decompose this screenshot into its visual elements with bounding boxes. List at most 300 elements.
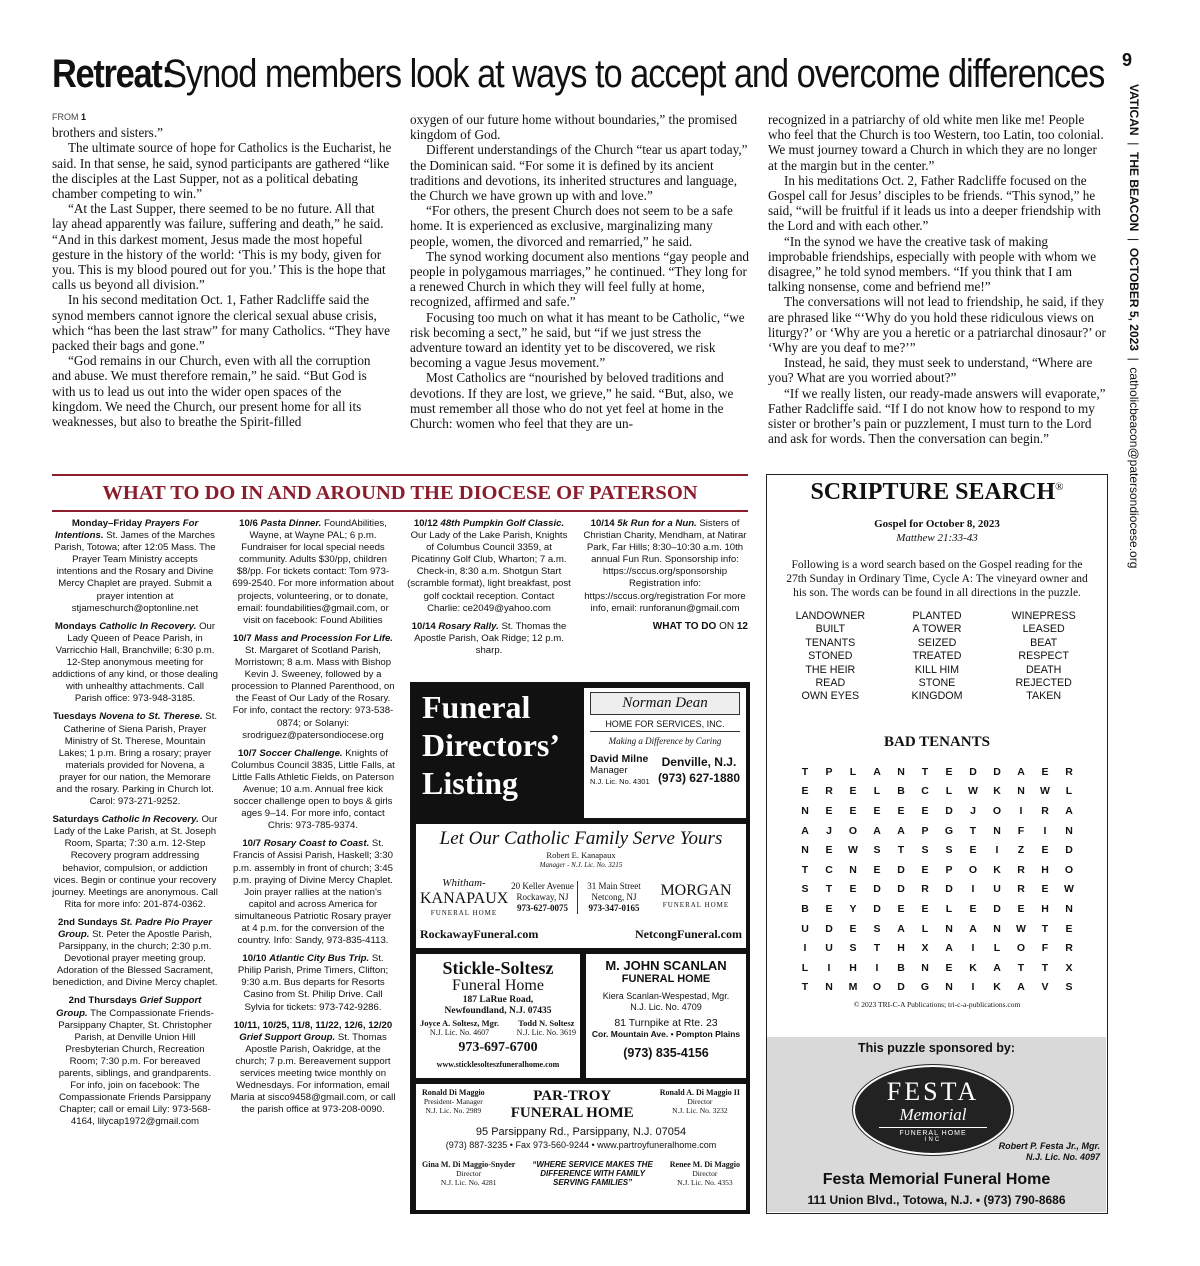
event-when: Monday–Friday [71, 518, 143, 529]
sponsor-label: This puzzle sponsored by: [858, 1041, 1015, 1055]
grid-letter: E [921, 863, 929, 876]
events-column-4-list [582, 518, 748, 615]
town: Denville, N.J. [661, 755, 737, 769]
address: 187 LaRue Road, [462, 995, 534, 1005]
grid-letter: J [970, 805, 976, 818]
grid-letter: R [921, 883, 929, 896]
event-when: Mondays [54, 620, 97, 632]
puzzle-title: BAD TENANTS [883, 733, 990, 750]
grid-letter: E [1041, 844, 1049, 857]
grid-letter: M [848, 981, 858, 994]
grid-letter: W [848, 844, 858, 857]
copyright: © 2023 TRI-C-A Publications; tri-c-a-publications.com [853, 999, 1021, 1009]
grid-letter: E [1041, 883, 1049, 896]
logo-line: Memorial [899, 1105, 967, 1124]
director: Ronald Di Maggio [422, 1088, 485, 1097]
grid-letter: W [1016, 922, 1026, 935]
event-title: Rosary Coast to Coast. [263, 838, 370, 850]
kanapaux-header: Let Our Catholic Family Serve Yours [439, 828, 723, 849]
grid-letter: S [921, 844, 929, 857]
events-column-2 [230, 518, 396, 1122]
gospel-date: Gospel for October 8, 2023 [874, 518, 1000, 530]
par-troy-ad [416, 1084, 746, 1210]
grid-letter: O [1064, 863, 1074, 876]
grid-letter: E [849, 805, 857, 818]
city: Rockaway, NJ [516, 892, 569, 902]
phone: (973) 835-4156 [623, 1046, 709, 1060]
event-when: Saturdays [52, 814, 99, 826]
grid-letter: H [897, 942, 905, 955]
grid-letter: S [873, 922, 881, 935]
event-item [52, 621, 218, 706]
event-body: Our Lady Queen of Peace Parish, in Varricchio Hall, Branchville; 6:30 p.m. 12-Step anonymous meeting for addictions of any kind, or those dealing with unhealthy attachments. Call Parish office: 973-948-3185. [52, 620, 218, 705]
grid-letter: D [993, 765, 1001, 778]
grid-letter: T [1041, 961, 1049, 974]
grid-letter: D [993, 903, 1001, 915]
story-column-2 [410, 112, 750, 431]
grid-letter: E [921, 805, 929, 818]
word-list-item: REJECTED [1015, 677, 1072, 690]
grid-letter: T [1041, 922, 1049, 935]
jump-from-page: 1 [81, 112, 87, 122]
grid-letter: N [993, 824, 1001, 837]
director: Renee M. Di Maggio [669, 1160, 740, 1169]
grid-letter: S [873, 844, 881, 857]
grid-letter: F [1041, 942, 1049, 955]
story-column-3 [768, 112, 1108, 446]
word-list-item: PLANTED [912, 610, 962, 622]
grid-letter: S [945, 844, 953, 857]
grid-letter: T [801, 765, 809, 778]
grid-letter: A [873, 765, 881, 778]
grid-letter: W [1040, 785, 1050, 798]
grid-letter: E [1041, 765, 1049, 778]
event-title: Pasta Dinner. [260, 518, 322, 529]
netcong-location [578, 881, 650, 914]
par-troy-top [422, 1088, 740, 1122]
grid-letter: D [897, 863, 905, 876]
grid-letter: T [897, 844, 905, 857]
grid-letter: N [801, 805, 809, 818]
word-list-item: TENANTS [805, 636, 856, 649]
norman-dean-tagline: Making a Difference by Caring [608, 736, 722, 746]
word-list-item: SEIZED [917, 636, 957, 649]
word-list-item: STONE [918, 677, 956, 690]
grid-letter: I [971, 942, 975, 955]
event-when: 10/7 [242, 838, 262, 850]
paragraph: The synod working document also mentions “gay people and people in polygamous marriages,” he continued. “They long for a renewed Church in which they will feel fully at home, recognized, affirmed and safe.” [410, 248, 750, 310]
paragraph: “God remains in our Church, even with all the corruption and abuse. We must therefore remain,” he said. “But God is with us to lead us out into the wider open spaces of the kingdom. We need the Church, our present home for all its weaknesses, but also to breathe the Spirit-filled [52, 353, 371, 430]
grid-letter: K [993, 863, 1001, 876]
event-body: St. James of the Marches Parish, Totowa; after 12:05 Mass. The Prayer Team Ministry accepts intentions and the Rosary and Divine Mercy Chaplet are prayed. Submit a prayer intention at stjameschurch@optonline.net [54, 530, 216, 614]
event-body: St. Thomas Apostle Parish, Oakridge, at the church; 7 p.m. Bereavement support services meeting twice monthly on Wednesdays. For information, email Maria at sisco9458@gmail.com, or call the parish office at 973-208-0090. [230, 1031, 396, 1116]
puzzle-intro: Following is a word search based on the Gospel reading for the 27th Sunday in Ordinary Time, Cycle A: The vineyard owner and his son. The words can be found in all directions in the puzzle. [786, 559, 1088, 599]
story-column-1 [52, 110, 392, 429]
event-item [230, 633, 396, 742]
kanapaux-websites [420, 927, 742, 942]
word-list-item: STONED [808, 650, 853, 663]
word-list-item: RESPECT [1018, 650, 1069, 663]
grid-letter: K [969, 961, 977, 974]
grid-letter: L [921, 922, 929, 935]
event-when: 10/10 [242, 953, 267, 965]
manager-role: Manager [590, 765, 628, 776]
headline-title: Synod members look at ways to accept and overcome differences [163, 52, 1104, 96]
grid-letter: N [945, 922, 953, 935]
license: N.J. Lic. No. 4353 [677, 1178, 733, 1187]
sponsor-ad [767, 1037, 1106, 1212]
grid-letter: N [801, 844, 809, 857]
grid-letter: E [825, 805, 833, 818]
paragraph: The ultimate source of hope for Catholics is the Eucharist, he said. In that sense, he said, synod participants are gathered “like the disciples at the Last Supper, not as a political debating chamber competing to win.” [52, 140, 392, 202]
word-list-item: LANDOWNER [795, 610, 866, 622]
director: Joyce A. Soltesz, Mgr. [420, 1018, 500, 1028]
address: Newfoundland, N.J. 07435 [444, 1006, 552, 1016]
website: RockawayFuneral.com [420, 927, 539, 941]
grid-letter: I [971, 981, 975, 994]
logo-line: FUNERAL HOME [879, 1127, 987, 1137]
gospel-reference: Matthew 21:33-43 [896, 532, 978, 544]
logo-line: FUNERAL HOME [662, 900, 730, 909]
event-when: 10/7 [238, 747, 257, 759]
word-list-item: READ [815, 677, 846, 690]
director: Todd N. Soltesz [518, 1018, 575, 1028]
grid-letter: K [993, 981, 1001, 994]
folio-date: OCTOBER 5, 2023 [1127, 247, 1141, 351]
website: www.sticklesolteszfuneralhome.com [436, 1060, 560, 1069]
events-column-3 [406, 518, 572, 663]
event-item [52, 917, 218, 990]
paragraph: Instead, he said, they must seek to understand, “Where are you? What are you worried about?” [768, 355, 1093, 386]
scanlan-name: M. JOHN SCANLAN [605, 958, 727, 973]
director-name: Robert P. Festa Jr., Mgr. [998, 1141, 1100, 1151]
manager-license: N.J. Lic. No. 4301 [590, 777, 650, 786]
grid-letter: E [897, 805, 905, 818]
event-title: Catholic In Recovery. [101, 814, 199, 826]
grid-letter: D [873, 903, 881, 915]
grid-letter: U [993, 883, 1001, 896]
grid-letter: D [873, 883, 881, 896]
event-title: Rosary Rally. [438, 620, 499, 632]
logo-line: MORGAN [660, 881, 732, 899]
grid-letter: R [825, 785, 833, 798]
grid-letter: E [1017, 903, 1025, 915]
address: 81 Turnpike at Rte. 23 [614, 1017, 718, 1029]
role: Director [456, 1169, 482, 1178]
event-title: Catholic In Recovery. [99, 620, 197, 632]
grid-letter: R [1041, 805, 1049, 818]
paragraph: “If we really listen, our ready-made answers will evaporate,” Father Radcliffe said. “If I do not know how to respond to my sister or brother’s pain or puzzlement, I must turn to the Lord and ask for words. Then the conversation can begin.” [768, 385, 1106, 447]
grid-letter: O [848, 824, 858, 837]
grid-letter: A [1065, 805, 1073, 818]
grid-letter: A [897, 824, 905, 837]
grid-letter: B [897, 961, 905, 974]
grid-letter: E [897, 903, 905, 915]
event-body: Our Lady of the Lake Parish, Knights of Columbus Council 3359, at Picatinny Golf Club, Wharton; 7 a.m. Check-in, 8:30 a.m. Shotgun Start (scramble format), light breakfast, post golf cocktail reception. Contact Charlie: ce2049@yahoo.com [407, 530, 571, 614]
funeral-header-line: Listing [422, 765, 519, 801]
event-item [406, 518, 572, 615]
name-line: FUNERAL HOME [510, 1105, 634, 1121]
event-title: Prayers For Intentions. [55, 518, 199, 542]
director: Ronald A. Di Maggio II [659, 1088, 740, 1097]
event-body: St. Peter the Apostle Parish, Parsippany, in the church; 2:30 p.m. Devotional prayer meeting group. Adoration of the Blessed Sacrament, benediction, and Divine Mercy chaplet. [52, 929, 218, 989]
logo-line: KANAPAUX [420, 890, 509, 907]
role: Director [692, 1169, 718, 1178]
phone: 973-627-0075 [517, 903, 568, 913]
norman-dean-ad [584, 688, 746, 818]
grid-letter: I [995, 844, 999, 857]
license: N.J. Lic. No. 4709 [630, 1002, 702, 1012]
continued-on: ON [719, 620, 735, 632]
grid-letter: E [969, 903, 977, 915]
logo-line: FESTA [886, 1077, 980, 1106]
grid-letter: I [1043, 824, 1047, 837]
event-title: Novena to St. Therese. [99, 711, 203, 723]
headline-kicker: Retreat: [52, 52, 172, 96]
grid-letter: K [993, 785, 1001, 798]
event-body: St. Philip Parish, Prime Timers, Clifton; 9:30 a.m. Bus departs for Resorts Casino from St. Philip Drive. Call Sylvia for tickets: 973-742-9286. [237, 953, 389, 1013]
grid-letter: U [825, 942, 833, 955]
event-title: Mass and Procession For Life. [254, 632, 393, 644]
phone: (973) 627-1880 [657, 771, 740, 785]
grid-letter: I [875, 961, 879, 974]
phone: (973) 887-3235 • Fax 973-560-9244 • www.partroyfuneralhome.com [445, 1140, 717, 1150]
event-when: 10/14 [411, 620, 436, 632]
grid-letter: L [849, 765, 857, 778]
grid-letter: E [945, 765, 953, 778]
word-list-item: THE HEIR [805, 663, 856, 676]
norman-dean-logo: Norman Dean [590, 692, 740, 715]
folio: VATICAN | THE BEACON | OCTOBER 5, 2023 | catholicbeacon@patersondiocese.org [1127, 84, 1141, 569]
license: N.J. Lic. No. 3232 [672, 1106, 728, 1115]
grid-letter: T [873, 942, 881, 955]
grid-letter: A [969, 922, 977, 935]
event-when: 10/6 [239, 518, 258, 529]
license: N.J. Lic. No. 2989 [425, 1106, 482, 1115]
phone: 973-347-0165 [588, 903, 640, 913]
grid-letter: X [1065, 961, 1073, 974]
grid-letter: A [897, 922, 905, 935]
grid-letter: A [945, 942, 953, 955]
license: N.J. Lic. No. 4607 [429, 1028, 490, 1037]
phone: 973-697-6700 [458, 1040, 538, 1055]
grid-letter: N [1017, 785, 1025, 798]
manager: Kiera Scanlan-Wespestad, Mgr. [602, 991, 730, 1001]
event-item [406, 621, 572, 657]
event-title: St. Padre Pio Prayer Group. [57, 916, 213, 940]
grid-letter: H [1041, 863, 1049, 876]
grid-letter: L [993, 942, 1001, 955]
grid-letter: P [825, 765, 833, 778]
event-when: 2nd Thursdays [68, 995, 137, 1007]
event-when: 2nd Sundays [57, 916, 118, 928]
grid-letter: I [971, 883, 975, 896]
grid-letter: D [945, 805, 953, 818]
paragraph: The conversations will not lead to friendship, he said, if they are phrased like “‘Why do you hold these ridiculous views on liturgy?’ or ‘Why are you a heretic or a patriarchal dinosaur?’ or ‘Why are you deaf to me?’” [768, 294, 1106, 356]
address: 20 Keller Avenue [511, 881, 574, 891]
norman-dean-contact [590, 754, 740, 787]
word-list-item: BUILT [815, 623, 846, 636]
grid-letter: E [945, 961, 953, 974]
grid-letter: V [1041, 981, 1049, 994]
grid-letter: N [1065, 824, 1073, 837]
grid-letter: D [945, 883, 953, 896]
kanapaux-morgan-ad [416, 824, 746, 948]
address: 95 Parsippany Rd., Parsippany, N.J. 07054 [475, 1126, 687, 1138]
grid-letter: D [969, 765, 977, 778]
event-when: 10/12 [413, 518, 438, 529]
grid-letter: N [945, 981, 953, 994]
grid-letter: D [1065, 844, 1073, 857]
jump-from [52, 110, 392, 125]
grid-letter: E [849, 883, 857, 896]
license: N.J. Lic. No. 3619 [516, 1028, 576, 1037]
funeral-header [422, 688, 560, 802]
grid-letter: E [969, 844, 977, 857]
event-item [52, 995, 218, 1128]
grid-letter: O [872, 981, 882, 994]
folio-section: VATICAN [1127, 84, 1141, 136]
grid-letter: L [801, 961, 809, 974]
events-header: WHAT TO DO IN AND AROUND THE DIOCESE OF PATERSON [52, 474, 748, 512]
funeral-header-line: Directors’ [422, 727, 560, 763]
grid-letter: L [945, 785, 953, 798]
grid-letter: C [825, 863, 833, 876]
festa-logo [853, 1065, 1013, 1155]
grid-letter: A [1017, 981, 1025, 994]
word-list-item: WINEPRESS [1011, 610, 1076, 622]
paragraph: “In the synod we have the creative task of making improbable friendships, especially with people with whom we disagree,” he told synod members. “If you think that I am talking nonsense, come and befriend me!” [768, 233, 1097, 295]
cross-street: Cor. Mountain Ave. • Pompton Plains [591, 1029, 741, 1039]
logo-line: INC [924, 1137, 942, 1143]
word-list-item: OWN EYES [801, 690, 860, 703]
stickle-subtitle: Funeral Home [452, 977, 544, 994]
word-search-grid [767, 763, 1107, 998]
grid-letter: N [1065, 903, 1073, 915]
grid-letter: J [826, 824, 832, 837]
grid-letter: R [1017, 883, 1025, 896]
paragraph: Different understandings of the Church “tear us apart today,” the Dominican said. “For some it is defined by its ancient traditions and devotions, its inherited structures and language, the Church we have grown up with and love.” [410, 142, 748, 204]
grid-letter: N [849, 863, 857, 876]
name-line: PAR-TROY [533, 1088, 612, 1104]
paragraph: In his second meditation Oct. 1, Father Radcliffe said the synod members cannot ignore the clerical sexual abuse crisis, which “has been the last straw” for many Catholics. “They have packed their bags and gone.” [52, 292, 390, 354]
grid-letter: E [849, 785, 857, 798]
scanlan-ad [586, 954, 746, 1078]
grid-letter: E [873, 863, 881, 876]
rockaway-location [508, 881, 578, 914]
scanlan-subtitle: FUNERAL HOME [621, 973, 711, 985]
kanapaux-manager-license: Manager - N.J. Lic. No. 3215 [539, 861, 623, 869]
paragraph: oxygen of our future home without boundaries,” the promised kingdom of God. [410, 112, 738, 143]
event-title: Soccer Challenge. [259, 747, 343, 759]
grid-letter: O [968, 863, 978, 876]
logo-line: Whitham- [442, 877, 486, 889]
grid-letter: W [1064, 883, 1074, 896]
grid-letter: D [825, 922, 833, 935]
manager-name: David Milne [590, 753, 649, 765]
stickle-directors [420, 1019, 576, 1037]
director-license: N.J. Lic. No. 4097 [1025, 1152, 1100, 1162]
event-item [230, 518, 396, 627]
event-item [52, 814, 218, 911]
word-list-item: TAKEN [1026, 690, 1062, 703]
grid-letter: E [849, 922, 857, 935]
grid-letter: T [1017, 961, 1025, 974]
grid-letter: D [897, 883, 905, 896]
event-title: Grief Support Group. [239, 1031, 336, 1043]
grid-letter: R [1017, 863, 1025, 876]
grid-letter: F [1017, 824, 1025, 837]
event-title: Atlantic City Bus Trip. [269, 953, 370, 965]
grid-letter: P [921, 824, 929, 837]
event-when: Tuesdays [52, 711, 97, 723]
event-item [230, 953, 396, 1013]
grid-letter: T [921, 765, 929, 778]
folio-paper: THE BEACON [1127, 152, 1141, 232]
grid-letter: G [944, 824, 954, 837]
event-body: Sisters of Christian Charity, Mendham, at Natirar Park, Far Hills; 8:30–10:30 a.m. 10th annual Fun Run. Sponsorship info: https://sccus.org/sponsorship Registration info: https://sccus.org/registration For more info, email: runforanun@gmail.com [583, 518, 747, 614]
event-title: Grief Support Group. [56, 995, 202, 1019]
folio-url: catholicbeacon@patersondiocese.org [1127, 367, 1141, 569]
grid-letter: A [873, 824, 881, 837]
grid-letter: C [921, 785, 929, 798]
grid-letter: L [873, 785, 881, 798]
logo-line: FUNERAL HOME [430, 909, 498, 917]
grid-letter: S [1065, 981, 1073, 994]
grid-letter: H [1041, 903, 1049, 915]
word-list-item: A TOWER [912, 623, 962, 636]
grid-letter: E [921, 903, 929, 915]
event-body: Knights of Columbus Council 3835, Little Falls, at Little Falls Athletic Fields, on Paterson Avenue; 10 a.m. Annual free kick soccer challenge open to boys & girls ages 9–14. For more info, contact Chris: 973-785-9374. [231, 747, 395, 832]
par-troy-name [511, 1088, 634, 1122]
festa-address: 111 Union Blvd., Totowa, N.J. • (973) 790-8686 [807, 1193, 1066, 1207]
norman-dean-subtitle: HOME FOR SERVICES, INC. [590, 719, 740, 732]
title-text: SCRIPTURE SEARCH [810, 479, 1056, 505]
city: Netcong, NJ [591, 892, 637, 902]
grid-letter: I [1019, 805, 1023, 818]
kanapaux-manager: Robert E. Kanapaux [546, 850, 616, 860]
grid-letter: X [921, 942, 929, 955]
festa-name: Festa Memorial Funeral Home [822, 1171, 1051, 1188]
grid-letter: D [897, 981, 905, 994]
grid-letter: N [993, 922, 1001, 935]
grid-letter: E [1065, 922, 1073, 935]
website: NetcongFuneral.com [635, 927, 742, 941]
grid-letter: S [849, 942, 857, 955]
headline [52, 52, 1112, 104]
par-troy-bottom [422, 1160, 740, 1187]
event-item [52, 518, 218, 615]
paragraph: recognized in a patriarchy of old white men like me! People who feel that the Church is too Western, too Latin, too colonial. We must journey toward a Church in which they are no longer at the margin but in the center.” [768, 112, 1104, 173]
event-title: 5k Run for a Nun. [617, 518, 697, 529]
kanapaux-locations [420, 874, 742, 921]
continued-page: 12 [736, 620, 748, 632]
grid-letter: I [803, 942, 807, 955]
grid-letter: R [1065, 942, 1073, 955]
grid-letter: E [873, 805, 881, 818]
event-item [230, 838, 396, 947]
continued-label: WHAT TO DO [652, 620, 717, 632]
event-body: FoundAbilities, Wayne, at Wayne PAL; 6 p.m. Fundraiser for local special needs community. Adults $30/pp, children $8/pp. For tickets contact: Tom 973-699-2540. For more information about projects, volunteering, or to donate, email: foundabilities@gmail.com, or visit on facebook: Found Abilities [232, 518, 394, 626]
event-body: St. Francis of Assisi Parish, Haskell; 3:30 p.m. assembly in front of church; 3:45 p.m. praying of Divine Mercy Chaplet. Join prayer rallies at the nation’s capitol and across America for simultaneous Patriotic Rosary prayer at 4 p.m. for the conversion of the country. Info: Sandy, 973-835-4113. [233, 838, 393, 947]
event-item [582, 518, 748, 615]
paragraph: Focusing too much on what it has meant to be Catholic, “we risk becoming a sect,” he said, but “if we just stress the adventure toward an identity yet to be discovered, we risk becoming a vague Jesus movement.” [410, 309, 745, 371]
word-list [777, 610, 1097, 704]
event-body: St. Margaret of Scotland Parish, Morristown; 8 a.m. Mass with Bishop Kevin J. Sweeney, followed by a procession to Planned Parenthood, on the Feast of Our Lady of the Rosary. For info, contact the rectory: 973-538-0874; or Solanyi: srodriguez@patersondiocese.org [231, 644, 395, 741]
grid-letter: N [921, 961, 929, 974]
grid-letter: N [897, 765, 905, 778]
grid-letter: E [825, 903, 833, 915]
